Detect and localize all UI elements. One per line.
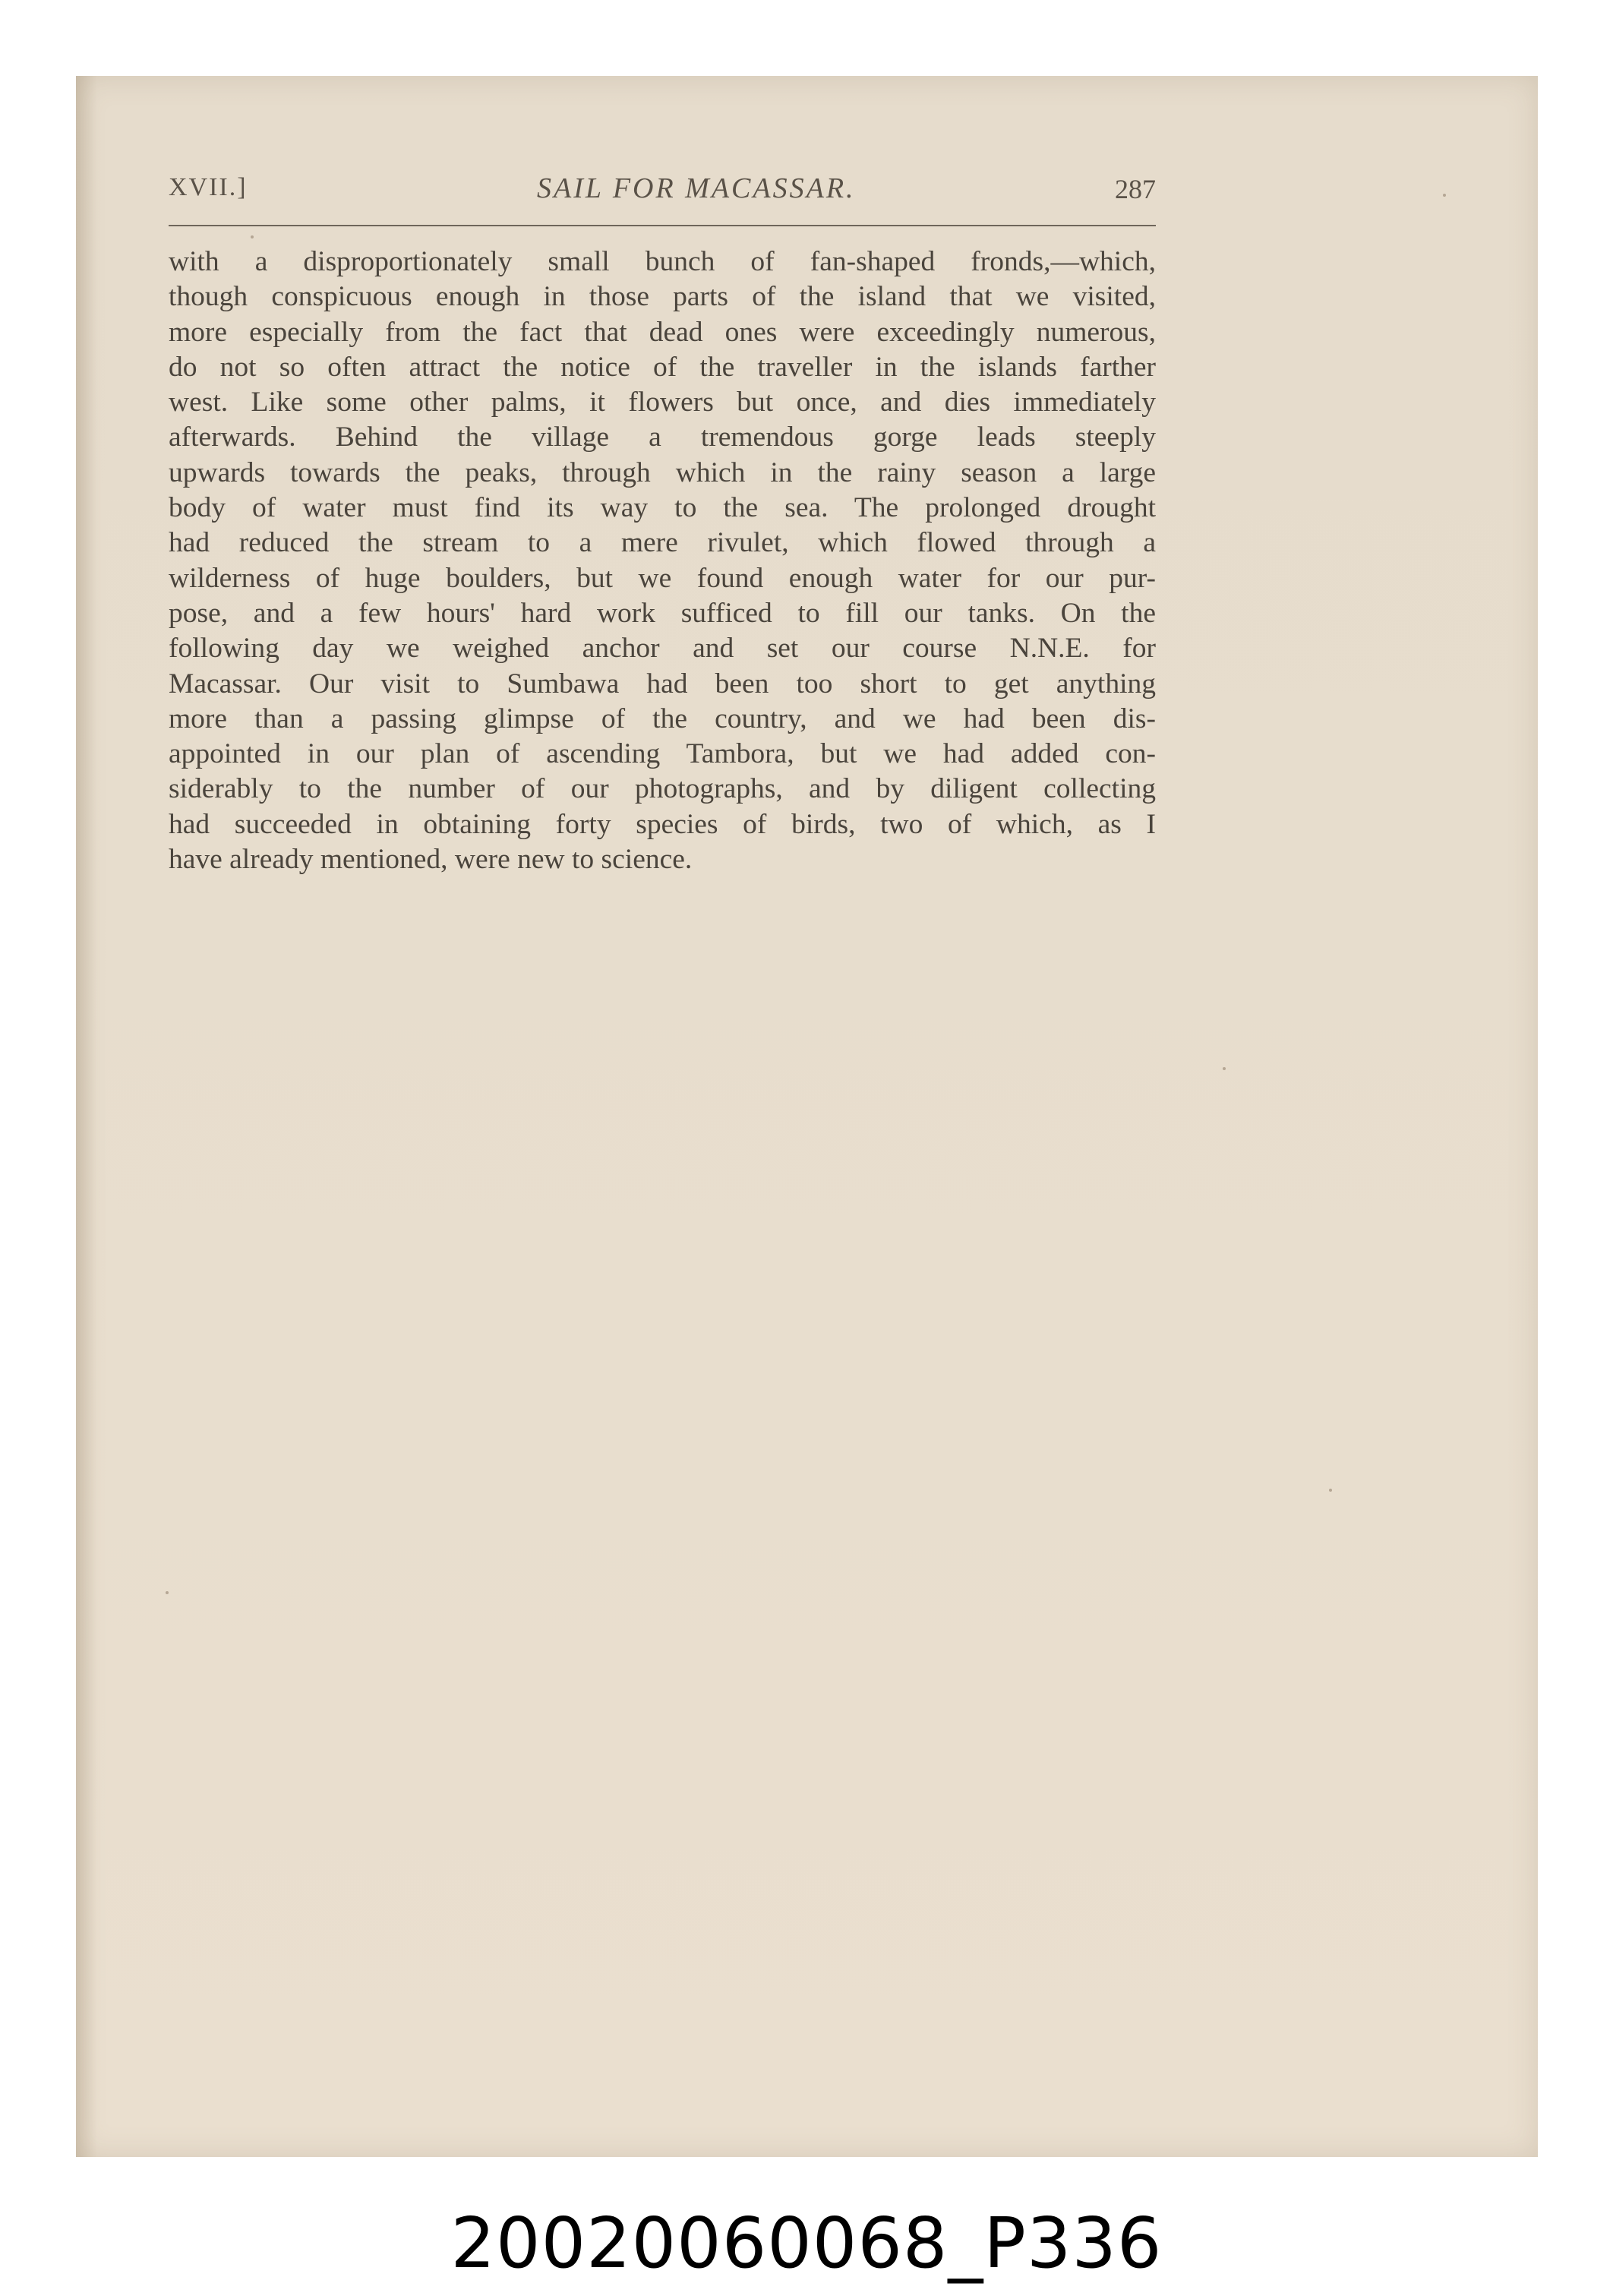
text-line: appointed in our plan of ascending Tambora, but we had added con-: [169, 738, 1156, 770]
chapter-number: XVII.]: [169, 173, 248, 201]
text-line-last: have already mentioned, were new to science.: [169, 844, 693, 876]
text-line: wilderness of huge boulders, but we found enough water for our pur-: [169, 562, 1156, 594]
text-line: more especially from the fact that dead ones were exceedingly numerous,: [169, 316, 1156, 348]
body-paragraph: [169, 245, 1156, 877]
text-line: siderably to the number of our photographs, and by diligent collecting: [169, 773, 1156, 805]
paper-speck: [1443, 194, 1446, 197]
text-line: with a disproportionately small bunch of fan-shaped fronds,—which,: [169, 246, 1156, 277]
text-line: pose, and a few hours' hard work sufficed to fill our tanks. On the: [169, 597, 1156, 629]
page-number: 287: [1115, 174, 1156, 204]
text-line: though conspicuous enough in those parts of the island that we visited,: [169, 281, 1156, 313]
paper-speck: [1223, 1067, 1226, 1070]
image-id-caption: 20020060068_P336: [450, 2203, 1163, 2284]
header-rule: [169, 225, 1156, 226]
text-line: had reduced the stream to a mere rivulet, which flowed through a: [169, 527, 1156, 559]
text-line: following day we weighed anchor and set our course N.N.E. for: [169, 633, 1156, 665]
text-line: more than a passing glimpse of the country, and we had been dis-: [169, 703, 1156, 734]
paper-speck: [1329, 1489, 1332, 1492]
paper-speck: [251, 235, 254, 238]
text-line: body of water must find its way to the sea. The prolonged drought: [169, 492, 1156, 524]
text-line: do not so often attract the notice of the traveller in the islands farther: [169, 351, 1156, 383]
text-line: upwards towards the peaks, through which in the rainy season a large: [169, 456, 1156, 488]
text-line: had succeeded in obtaining forty species of birds, two of which, as I: [169, 808, 1156, 840]
running-head: [169, 173, 1156, 226]
running-head-title: SAIL FOR MACASSAR.: [537, 172, 856, 204]
text-line: afterwards. Behind the village a tremendous gorge leads steeply: [169, 422, 1156, 453]
text-line: Macassar. Our visit to Sumbawa had been too short to get anything: [169, 668, 1156, 700]
paper-speck: [166, 1591, 169, 1594]
text-line: west. Like some other palms, it flowers but once, and dies immediately: [169, 387, 1156, 418]
